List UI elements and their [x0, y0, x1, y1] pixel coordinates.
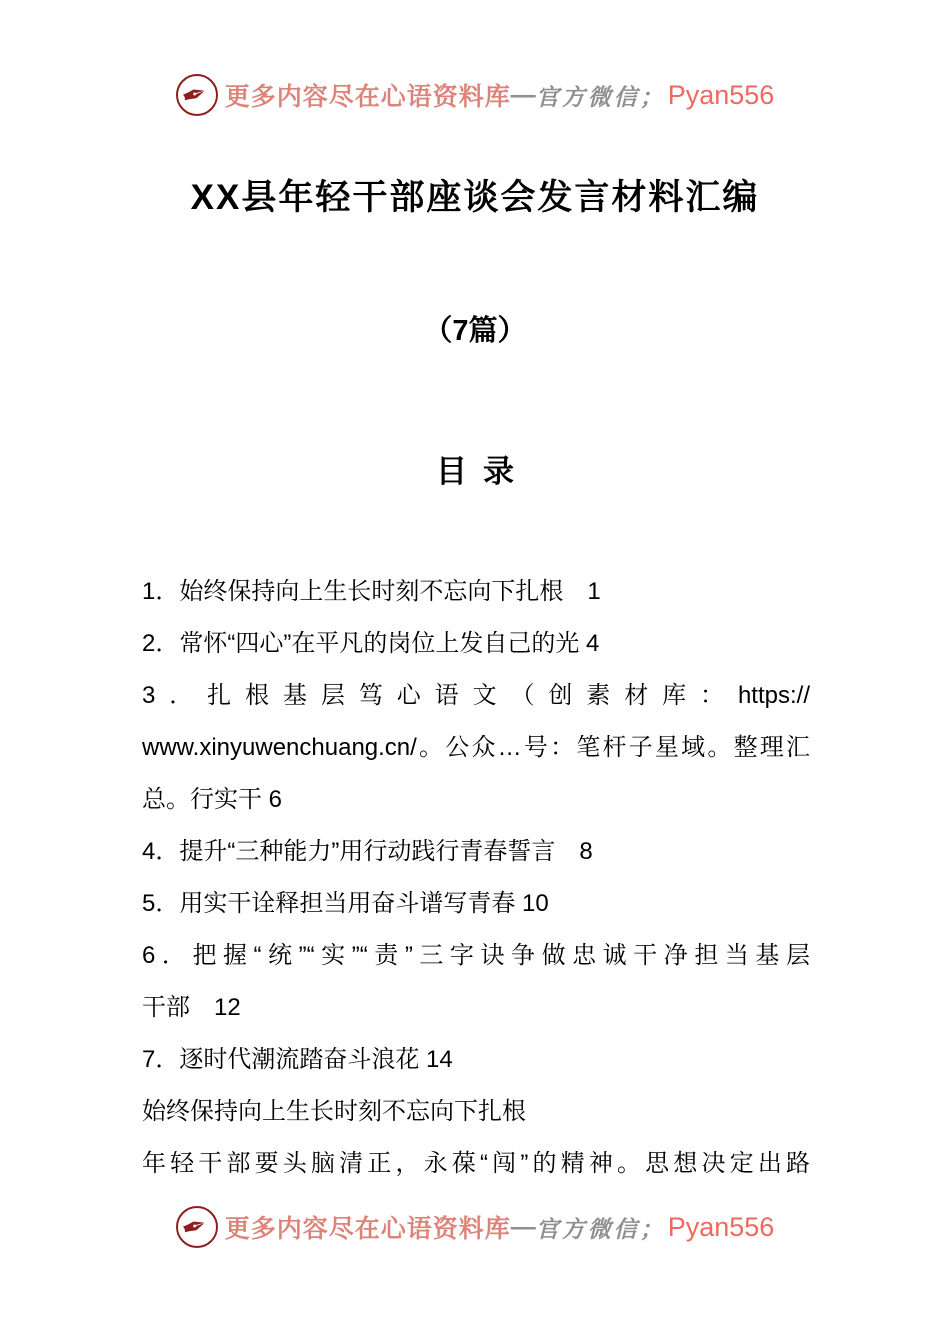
- watermark-wechat-label: 官方微信；: [535, 1215, 666, 1242]
- toc-line: 4．提升“三种能力”用行动践行青春誓言 8: [142, 838, 593, 865]
- watermark-wechat-label: 官方微信；: [535, 83, 666, 110]
- watermark-brand-text: 更多内容尽在心语资料库: [224, 1215, 511, 1243]
- pen-nib-logo-icon: [176, 74, 218, 116]
- pen-nib-logo-icon: [176, 1206, 218, 1248]
- body-text: [142, 1086, 810, 1190]
- toc-heading: 目录: [436, 454, 530, 489]
- pen-nib-glyph: ✒: [177, 1207, 212, 1248]
- watermark-dash: —: [510, 80, 536, 109]
- toc-line: 干部 12: [142, 994, 241, 1021]
- toc-line: www.xinyuwenchuang.cn/。公众…号：笔杆子星域。整理汇: [142, 734, 810, 761]
- document-title: XX县年轻干部座谈会发言材料汇编: [190, 178, 760, 217]
- toc-line: 5．用实干诠释担当用奋斗谱写青春 10: [142, 890, 549, 917]
- document-subtitle: （7篇）: [423, 315, 527, 347]
- header-watermark: [0, 74, 950, 116]
- body-line: 始终保持向上生长时刻不忘向下扎根: [142, 1098, 526, 1125]
- body-line: 年轻干部要头脑清正，永葆“闯”的精神。思想决定出路: [142, 1150, 810, 1177]
- watermark-wechat-id: Pyan556: [667, 79, 775, 110]
- toc-line: 1．始终保持向上生长时刻不忘向下扎根 1: [142, 578, 601, 605]
- watermark-dash: —: [510, 1212, 536, 1241]
- watermark-wechat-id: Pyan556: [667, 1211, 775, 1242]
- toc-and-body-text: [142, 566, 810, 1190]
- toc-line: 6．把握“统”“实”“责”三字诀争做忠诚干净担当基层: [142, 942, 810, 969]
- watermark-brand-text: 更多内容尽在心语资料库: [224, 83, 511, 111]
- toc-line: 3．扎根基层笃心语文（创素材库：https://: [142, 682, 810, 709]
- toc-line: 总。行实干 6: [142, 786, 283, 813]
- pen-nib-glyph: ✒: [177, 75, 212, 116]
- toc-line: 2．常怀“四心”在平凡的岗位上发自己的光 4: [142, 630, 600, 657]
- toc-line: 7．逐时代潮流踏奋斗浪花 14: [142, 1046, 453, 1073]
- footer-watermark: [0, 1206, 950, 1248]
- toc-list: [142, 566, 810, 1086]
